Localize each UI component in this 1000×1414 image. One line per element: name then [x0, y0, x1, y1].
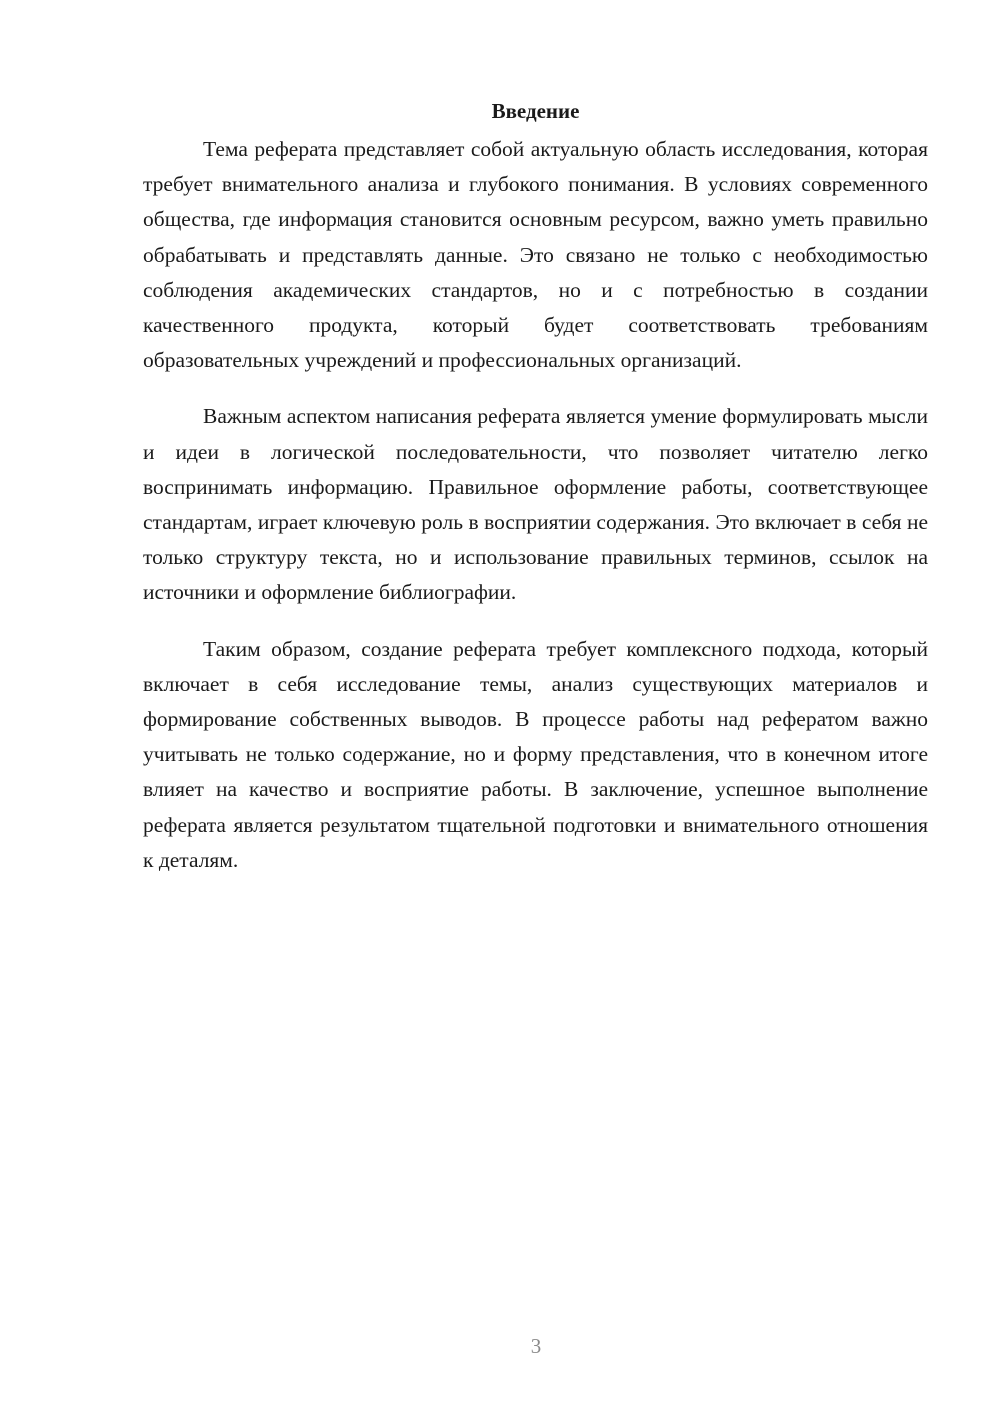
- page-content: [143, 97, 928, 899]
- paragraph-3: Таким образом, создание реферата требует комплексного подхода, который включает в себя исследование темы, анализ существующих материалов и формирование собственных выводов. В процессе работы над рефератом важно учитывать не только содержание, но и форму представления, что в конечном итоге влияет на качество и восприятие работы. В заключение, успешное выполнение реферата является результатом тщательной подготовки и внимательного отношения к деталям.: [143, 636, 928, 872]
- paragraph-1: Тема реферата представляет собой актуальную область исследования, которая требует внимательного анализа и глубокого понимания. В условиях современного общества, где информация становится основным ресурсом, важно уметь правильно обрабатывать и представлять данные. Это связано не только с необходимостью соблюдения академических стандартов, но и с потребностью в создании качественного продукта, который будет соответствовать требованиям образовательных учреждений и профессиональных организаций.: [143, 137, 928, 373]
- section-heading: Введение: [491, 99, 580, 123]
- page-number: 3: [530, 1334, 542, 1358]
- paragraph-2: Важным аспектом написания реферата является умение формулировать мысли и идеи в логической последовательности, что позволяет читателю легко воспринимать информацию. Правильное оформление работы, соответствующее стандартам, играет ключевую роль в восприятии содержания. Это включает в себя не только структуру текста, но и использование правильных терминов, ссылок на источники и оформление библиографии.: [143, 404, 928, 605]
